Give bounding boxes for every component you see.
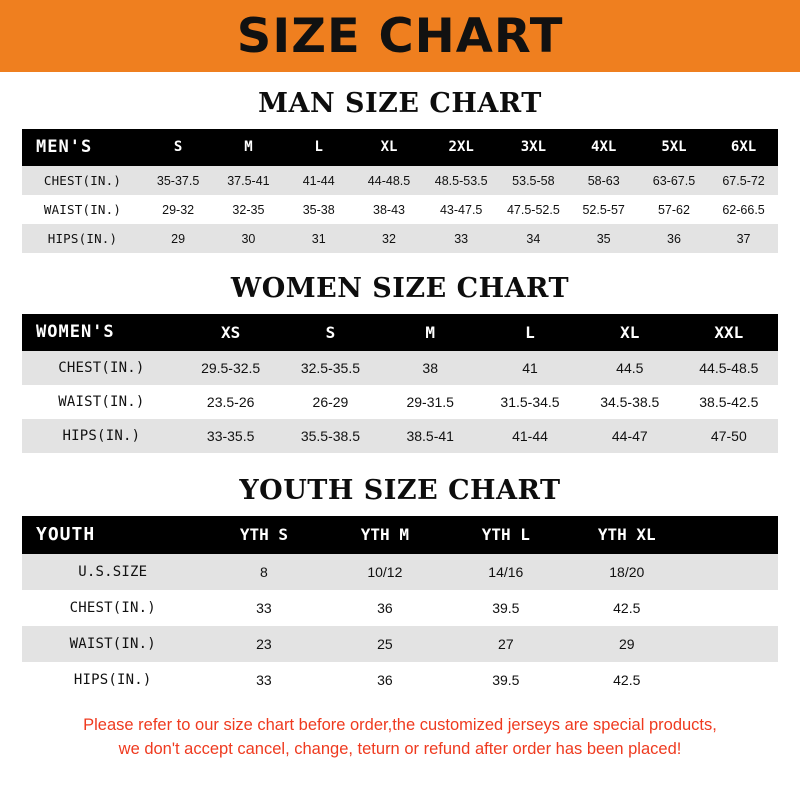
table-cell: 44-48.5 [367, 173, 411, 188]
column-header: 3XL [520, 139, 547, 155]
column-header: S [173, 139, 183, 155]
table-cell: 62-66.5 [722, 202, 765, 217]
man-section-title: MAN SIZE CHART [258, 88, 542, 119]
table-cell: 8 [260, 564, 268, 580]
table-cell: 27 [498, 636, 514, 652]
table-cell: 41 [522, 360, 538, 376]
table-cell: 38 [422, 360, 438, 376]
table-cell: 33 [454, 231, 469, 246]
row-label: U.S.SIZE [78, 564, 148, 580]
table-cell: 41-44 [302, 173, 335, 188]
table-cell: 36 [377, 672, 393, 688]
chart-content [0, 88, 800, 762]
table-cell: 10/12 [367, 564, 403, 580]
table-cell: 48.5-53.5 [434, 173, 488, 188]
table-cell: 44.5 [616, 360, 644, 376]
column-header: YOUTH [36, 524, 96, 545]
row-label: HIPS(IN.) [73, 672, 152, 688]
youth-section-title: YOUTH SIZE CHART [239, 475, 561, 506]
table-cell: 33 [256, 600, 272, 616]
table-cell: 36 [667, 231, 681, 246]
table-cell: 29 [171, 231, 186, 246]
column-header: M [425, 322, 436, 342]
table-row [22, 554, 778, 590]
table-row [22, 351, 778, 385]
table-cell: 58-63 [587, 173, 620, 188]
table-row [22, 626, 778, 662]
table-row [22, 166, 778, 195]
table-cell: 42.5 [613, 672, 641, 688]
table-cell: 63-67.5 [652, 173, 696, 188]
column-header: XXL [714, 322, 744, 342]
table-cell: 67.5-72 [722, 173, 765, 188]
table-cell: 43-47.5 [439, 202, 483, 217]
table-cell: 33 [256, 672, 272, 688]
women-size-table [22, 314, 778, 453]
table-cell-spacer [687, 590, 778, 626]
row-label: CHEST(IN.) [69, 600, 156, 616]
table-cell: 29.5-32.5 [201, 360, 261, 376]
youth-size-table [22, 516, 778, 698]
table-cell: 44-47 [611, 428, 648, 444]
table-cell: 39.5 [492, 600, 520, 616]
table-row [22, 224, 778, 253]
table-cell: 39.5 [492, 672, 520, 688]
table-cell: 44.5-48.5 [699, 360, 759, 376]
column-header: 2XL [448, 139, 474, 155]
table-cell: 29-31.5 [406, 394, 454, 410]
table-row [22, 590, 778, 626]
table-cell: 23 [256, 636, 272, 652]
table-cell: 38.5-41 [406, 428, 454, 444]
column-header: YTH S [239, 525, 288, 544]
table-cell: 34 [526, 231, 541, 246]
column-header: MEN'S [36, 137, 93, 157]
table-cell: 31 [311, 231, 326, 246]
table-cell: 42.5 [613, 600, 641, 616]
row-label: CHEST(IN.) [43, 173, 122, 188]
table-header-row [22, 314, 778, 351]
table-cell: 53.5-58 [512, 173, 555, 188]
table-header-row [22, 516, 778, 554]
column-header: L [314, 139, 323, 155]
footer-note-line-1: Please refer to our size chart before order,the customized jerseys are special products, [83, 716, 717, 734]
table-cell: 29-32 [162, 202, 195, 217]
page-title: SIZE CHART [236, 8, 564, 64]
row-label: HIPS(IN.) [47, 231, 118, 246]
table-row [22, 419, 778, 453]
table-cell: 14/16 [488, 564, 524, 580]
column-header-spacer [687, 516, 778, 554]
man-size-table [22, 129, 778, 253]
column-header: 5XL [661, 139, 687, 155]
footer-note [22, 714, 778, 762]
footer-note-line-2: we don't accept cancel, change, teturn or refund after order has been placed! [118, 739, 682, 758]
table-cell: 37.5-41 [227, 173, 270, 188]
table-row [22, 385, 778, 419]
column-header: WOMEN'S [36, 322, 115, 342]
column-header: YTH XL [597, 525, 656, 544]
table-cell: 38-43 [373, 202, 405, 217]
row-label: WAIST(IN.) [43, 202, 122, 217]
table-cell: 32-35 [232, 202, 265, 217]
column-header: S [325, 322, 336, 342]
table-row [22, 662, 778, 698]
column-header: M [244, 139, 253, 155]
table-cell: 37 [736, 231, 751, 246]
table-row [22, 195, 778, 224]
table-cell: 32 [382, 231, 396, 246]
table-cell-spacer [687, 662, 778, 698]
table-cell: 30 [241, 231, 256, 246]
table-cell-spacer [687, 554, 778, 590]
table-cell: 29 [618, 636, 635, 652]
table-header-row [22, 129, 778, 166]
table-cell: 35 [596, 231, 611, 246]
table-cell: 35-37.5 [156, 173, 200, 188]
row-label: HIPS(IN.) [62, 428, 141, 444]
page-banner [0, 0, 800, 72]
women-section-title: WOMEN SIZE CHART [230, 273, 570, 304]
table-cell: 33-35.5 [206, 428, 255, 444]
column-header: L [525, 322, 535, 342]
table-cell: 41-44 [512, 428, 548, 444]
row-label: WAIST(IN.) [58, 394, 145, 410]
table-cell: 34.5-38.5 [600, 394, 660, 410]
column-header: 4XL [591, 139, 617, 155]
table-cell: 35-38 [302, 202, 335, 217]
table-cell: 57-62 [657, 202, 690, 217]
table-cell: 31.5-34.5 [500, 394, 560, 410]
table-cell: 47.5-52.5 [506, 202, 560, 217]
row-label: WAIST(IN.) [69, 636, 156, 652]
column-header: XL [380, 139, 398, 155]
column-header: 6XL [730, 139, 757, 155]
table-cell: 23.5-26 [206, 394, 255, 410]
table-cell: 47-50 [710, 428, 747, 444]
table-cell: 26-29 [312, 394, 349, 410]
row-label: CHEST(IN.) [58, 360, 145, 376]
table-cell: 38.5-42.5 [699, 394, 759, 410]
column-header: YTH L [481, 525, 530, 544]
table-cell: 25 [377, 636, 393, 652]
table-cell: 36 [377, 600, 393, 616]
column-header: XL [620, 322, 640, 342]
table-cell: 35.5-38.5 [300, 428, 361, 444]
table-cell: 52.5-57 [582, 202, 625, 217]
column-header: YTH M [360, 525, 409, 544]
table-cell: 32.5-35.5 [300, 360, 361, 376]
table-cell-spacer [687, 626, 778, 662]
column-header: XS [221, 322, 241, 342]
table-cell: 18/20 [609, 564, 645, 580]
